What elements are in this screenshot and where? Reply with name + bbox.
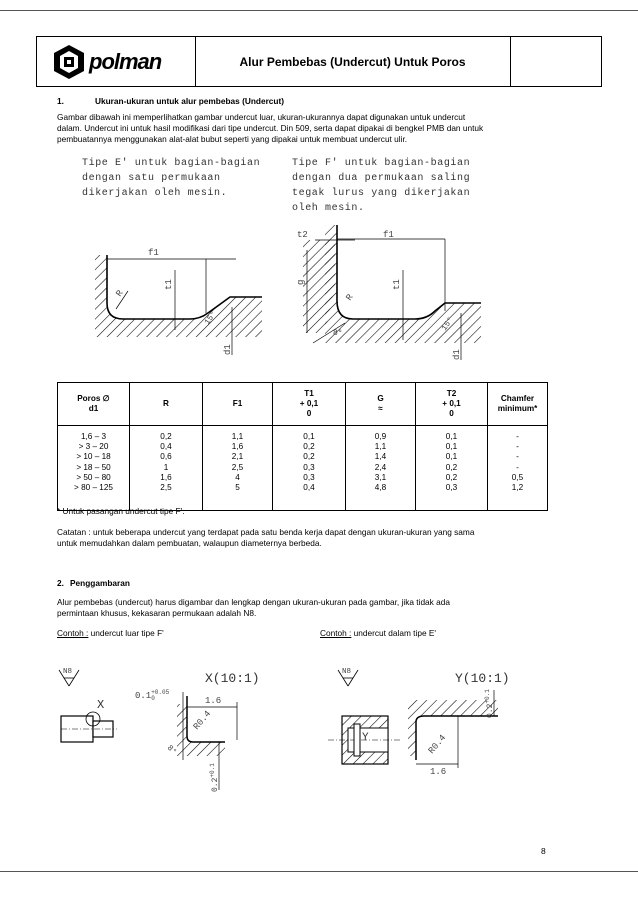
table-cell: 1,1 1,6 2,1 2,5 4 5	[203, 426, 273, 511]
f-g-label: g	[296, 279, 306, 285]
y-detail-title: Y(10:1)	[455, 671, 510, 686]
section2-number: 2.	[57, 578, 64, 588]
type-f-undercut-drawing	[285, 215, 485, 370]
f-f1-label: f1	[383, 230, 394, 240]
page-header	[36, 36, 602, 87]
e-radius-label: R	[114, 288, 126, 299]
table-header: R	[130, 383, 203, 426]
e-f1-label: f1	[148, 248, 159, 258]
bottom-rule	[0, 871, 638, 872]
brand-name: polman	[89, 49, 162, 74]
section1-heading: Ukuran-ukuran untuk alur pembebas (Undercut)	[95, 96, 285, 106]
x-finish-label: N8	[63, 668, 73, 676]
undercut-dimension-table	[57, 382, 548, 511]
caption-line: dikerjakan oleh mesin.	[82, 188, 228, 199]
y-finish-label: N8	[342, 668, 352, 676]
table-cell: 0,2 0,4 0,6 1 1,6 2,5	[130, 426, 203, 511]
page-number: 8	[541, 846, 546, 856]
table-header: Poros ∅ d1	[58, 383, 130, 426]
x-dim-c: $0.2^{+0.1}$	[209, 763, 220, 792]
table-header: T2 + 0,1 0	[416, 383, 488, 426]
e-angle-label: 15°	[203, 309, 219, 327]
x-detail-title: X(10:1)	[205, 671, 260, 686]
page-title: Alur Pembebas (Undercut) Untuk Poros	[195, 37, 511, 86]
table-header: T1 + 0,1 0	[273, 383, 346, 426]
table-cell: 1,6 – 3 > 3 – 20 > 10 – 18 > 18 – 50 > 50 – 80 > 80 – 125	[58, 426, 130, 511]
type-e-undercut-drawing	[80, 225, 270, 365]
f-t1-label: t1	[392, 279, 402, 290]
y-radius: R0.4	[426, 732, 449, 756]
table-footnote: * Untuk pasangan undercut tipe F'.	[57, 506, 185, 516]
f-radius-label: R	[344, 292, 356, 303]
example-x-drawing	[55, 660, 295, 800]
type-e-caption	[82, 156, 260, 201]
x-detail-letter: X	[97, 698, 105, 712]
example-y-drawing	[318, 660, 548, 800]
table-header: G ≈	[346, 383, 416, 426]
x-dim-b: 1.6	[205, 696, 222, 706]
logo-cell	[37, 37, 196, 86]
section2-heading: Penggambaran	[70, 578, 130, 588]
note-paragraph: Catatan : untuk beberapa undercut yang terdapat pada satu benda kerja dapat dengan ukuran-ukuran yang sama untuk memudahkan dalam pembuatan, walaupun diameternya berbeda.	[57, 527, 475, 548]
table-header: Chamfer minimum*	[488, 383, 548, 426]
paragraph-line: dalam. Undercut ini untuk hasil modifikasi dari tipe undercut. Din 509, serta dapat dipakai di bengkel PMB dan untuk	[57, 123, 484, 133]
top-rule	[0, 10, 638, 11]
y-dim-b: 1.6	[430, 767, 447, 777]
f-angle-b-label: 15°	[440, 315, 456, 333]
section1-paragraph	[57, 112, 548, 145]
table-cell: 0,9 1,1 1,4 2,4 3,1 4,8	[346, 426, 416, 511]
caption-line: dengan satu permukaan	[82, 173, 221, 184]
section1-number: 1.	[57, 96, 64, 106]
example-left-caption: Contoh : undercut luar tipe F'	[57, 628, 164, 638]
caption-line: oleh mesin.	[292, 203, 365, 214]
table-cell: - - - - 0,5 1,2	[488, 426, 548, 511]
caption-line: dengan dua permukaan saling	[292, 173, 471, 184]
type-f-caption	[292, 156, 470, 216]
table-cell: 0,1 0,2 0,2 0,3 0,3 0,4	[273, 426, 346, 511]
example-right-caption: Contoh : undercut dalam tipe E'	[320, 628, 436, 638]
paragraph-line: Gambar dibawah ini memperlihatkan gambar undercut luar, ukuran-ukurannya dapat digunakan untuk undercut	[57, 112, 466, 122]
y-dim-a: $0.2^{+0.1}$	[484, 689, 495, 718]
section2-paragraph: Alur pembebas (undercut) harus digambar dan lengkap dengan ukuran-ukuran pada gambar, jika tidak ada permintaan khusus, kekasaran permukaan adalah N8.	[57, 597, 450, 618]
x-angle: 8°	[164, 743, 179, 757]
f-angle-a-label: 8°	[333, 329, 343, 338]
table-header: F1	[203, 383, 273, 426]
y-detail-letter: Y	[362, 732, 369, 744]
f-t2-label: t2	[297, 230, 308, 240]
caption-line: Tipe E' untuk bagian-bagian	[82, 158, 261, 169]
e-d1-label: d1	[223, 344, 233, 355]
caption-line: tegak lurus yang dikerjakan	[292, 188, 471, 199]
table-cell: 0,1 0,1 0,1 0,2 0,2 0,3	[416, 426, 488, 511]
table-header-row	[58, 383, 548, 426]
caption-line: Tipe F' untuk bagian-bagian	[292, 158, 471, 169]
x-dim-a: $0.1^{+0.05}$ 0	[135, 689, 170, 702]
x-radius: R0.4	[191, 708, 214, 732]
table-row	[58, 426, 548, 511]
paragraph-line: pembuatannya menggunakan alat-alat bubut seperti yang dipakai untuk membuat undercut ulir.	[57, 134, 408, 144]
e-t1-label: t1	[164, 279, 174, 290]
f-d1-label: d1	[452, 349, 462, 360]
polman-logo-icon	[50, 43, 88, 81]
